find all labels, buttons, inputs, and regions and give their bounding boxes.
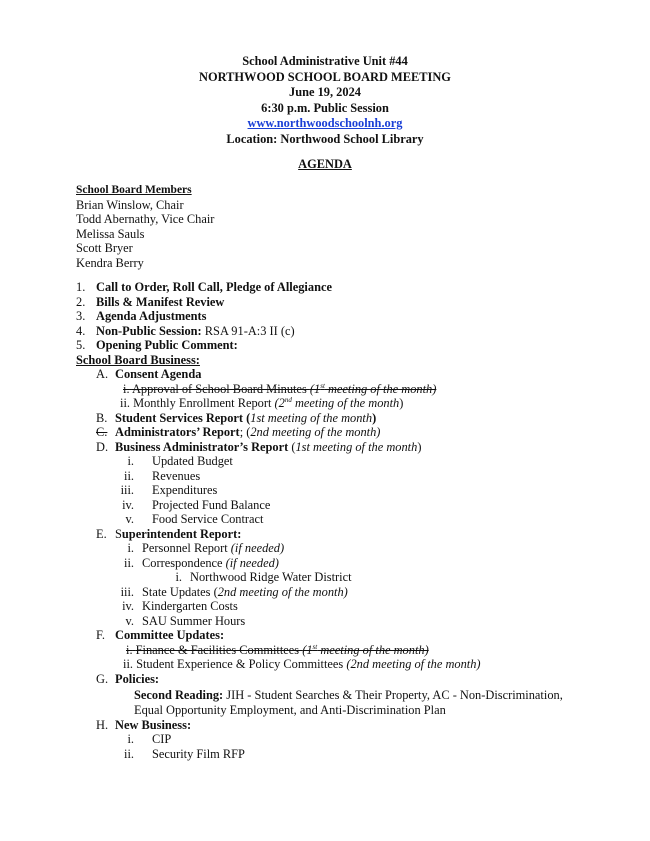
item-number: 5. — [76, 338, 86, 352]
item-title: Agenda Adjustments — [96, 309, 207, 323]
board-member: Scott Bryer — [76, 241, 133, 255]
website-link[interactable]: www.northwoodschoolnh.org — [247, 116, 403, 130]
item-number: 1. — [76, 280, 86, 294]
section-d: D. Business Administrator’s Report (1st meeting of the month) — [96, 439, 422, 454]
item-title: Non-Public Session: — [96, 323, 202, 338]
meeting-location: Location: Northwood School Library — [226, 131, 424, 146]
item-title: Call to Order, Roll Call, Pledge of Allegiance — [96, 280, 332, 294]
board-members — [76, 183, 214, 270]
item-detail: RSA 91-A:3 II (c) — [201, 323, 295, 338]
section-g: G. Policies: — [96, 671, 160, 686]
section-letter: F. — [96, 628, 105, 642]
section-letter: C. — [96, 425, 108, 439]
meeting-date: June 19, 2024 — [289, 85, 361, 99]
meeting-title: NORTHWOOD SCHOOL BOARD MEETING — [199, 69, 451, 84]
board-member: Brian Winslow, Chair — [76, 197, 184, 212]
section-letter: E. — [96, 526, 107, 541]
document-header — [0, 54, 650, 147]
section-f: F. Committee Updates: — [96, 628, 225, 642]
policy-reading: Second Reading: JIH - Student Searches & Their Property, AC - Non-Discrimination, — [134, 688, 563, 702]
board-member: Todd Abernathy, Vice Chair — [76, 212, 215, 226]
committee-item-1: i. Finance & Facilities Committees (1st meeting of the month) — [126, 642, 429, 657]
board-member: Kendra Berry — [76, 255, 144, 270]
section-e: E. Superintendent Report: — [96, 526, 242, 541]
consent-item-2: ii. Monthly Enrollment Report (2nd meeting of the month) — [120, 395, 404, 410]
agenda-document: School Administrative Unit #44 NORTHWOOD SCHOOL BOARD MEETING June 19, 2024 6:30 p.m. Public Session www.northwoodschoolnh.org Location: Northwood School Library AGENDA School Board Members Brian Winslow, Chair Todd Abernathy, Vice Chair Melissa Sauls Scott Bryer Kendra Berry 1. Call to Order, Roll Call, Pledge of Allegiance 2. Bills & Manifest Review 3. Agenda Adjustments 4. Non-Public Session: RSA 91-A:3 II (c) 5. Opening Public Comment: School Board Business: A. Consent Agenda i. Approval of School Board Minutes (1st meeting of the month) ii. Monthly Enrollment Report (2nd meeting of the month) B. Student Services Report (1st meeting of the month) C. Administrators’ Report; (2nd meeting of the month) D. Business Administrator’s Report (1st meeting of the month) i. Updated Budget ii. Revenues iii. Expenditures iv. Projected Fund Balance v. Food Service Contract E. Superintendent Report: i. Personnel Report (if needed) ii. Correspondence (if needed) i. Northwood Ridge Water District iii. State Updates (2nd meeting of the month) iv. Kindergarten Costs v. SAU Summer Hours F. Committee Updates: i. Finance & Facilities Committees (1st meeting of the month) ii. Student Experience & Policy Committees (2nd meeting of the month) G. Policies: Second Reading: JIH - Student Searches & Their Property, AC - Non-Discrimination, Equal Opportunity Employment, and Anti-Discrimination Plan H. New Business: i. CIP ii. Security Film RFP — [0, 0, 650, 841]
org-name: School Administrative Unit #44 — [242, 54, 408, 68]
consent-item-1: i. Approval of School Board Minutes (1st meeting of the month) — [123, 381, 437, 396]
section-b: B. Student Services Report (1st meeting of the month) — [96, 410, 377, 425]
section-letter: H. — [96, 717, 109, 732]
roman-number: ii. — [120, 396, 130, 410]
item-title: Opening Public Comment: — [96, 338, 238, 352]
item-number: 4. — [76, 323, 86, 338]
business-heading: School Board Business: — [76, 352, 200, 367]
section-letter: A. — [96, 367, 109, 381]
section-letter: G. — [96, 671, 109, 686]
section-title: Consent Agenda — [115, 367, 202, 381]
item-title: Bills & Manifest Review — [96, 294, 225, 309]
section-letter: D. — [96, 439, 109, 454]
session-time: 6:30 p.m. Public Session — [261, 100, 389, 115]
board-member: Melissa Sauls — [76, 226, 145, 241]
roman-number: i. — [123, 381, 130, 396]
section-a — [96, 367, 202, 382]
section-c: C. Administrators’ Report; (2nd meeting of the month) — [96, 425, 381, 439]
item-number: 2. — [76, 294, 86, 309]
board-members-label: School Board Members — [76, 184, 192, 196]
committee-item-2: ii. Student Experience & Policy Committees (2nd meeting of the month) — [123, 657, 481, 671]
item-number: 3. — [76, 309, 86, 323]
section-letter: B. — [96, 410, 108, 425]
policy-reading-cont: Equal Opportunity Employment, and Anti-Discrimination Plan — [134, 703, 446, 717]
section-h: H. New Business: — [96, 717, 192, 732]
agenda-title: AGENDA — [298, 157, 352, 171]
